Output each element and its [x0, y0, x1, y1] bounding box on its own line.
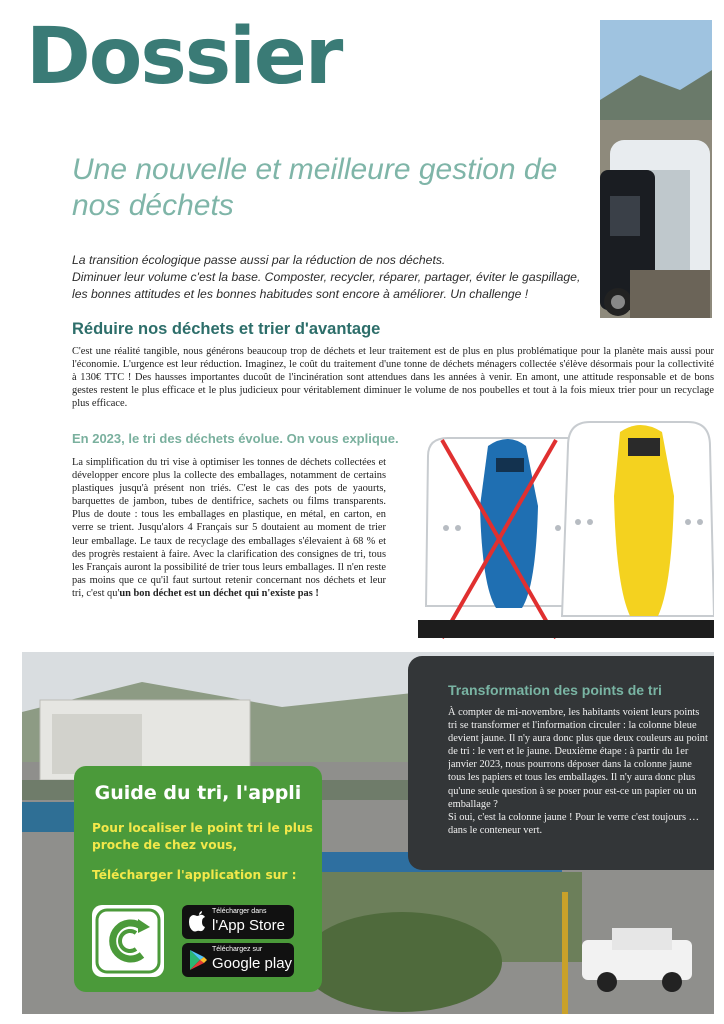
guide-title: Guide du tri, l'appli: [94, 782, 302, 804]
transformation-heading: Transformation des points de tri: [448, 682, 662, 698]
recycle-app-icon[interactable]: [92, 905, 164, 977]
app-store-label: l'App Store: [212, 917, 285, 934]
intro-line: Diminuer leur volume c'est la base. Composter, recycler, réparer, partager, éviter le gaspillage,: [72, 270, 581, 284]
guide-text: Pour localiser le point tri le plus proche de chez vous,: [92, 821, 313, 852]
app-store-small-text: Télécharger dans: [212, 908, 267, 915]
transformation-box: [408, 656, 714, 870]
apple-icon: [188, 911, 208, 933]
guide-cta: Télécharger l'application sur :: [92, 868, 297, 882]
intro-text: [72, 252, 592, 303]
photo-recycling-point: [600, 20, 712, 318]
intro-line: les bonnes attitudes et les bonnes habitudes sont encore à améliorer. Un challenge !: [72, 287, 529, 301]
body-text: La simplification du tri vise à optimiser les tonnes de déchets collectées et développer encore plus la collecte des emballages, notamment de certains plastiques jusqu'à présent non triés. C'est le cas des pots de yaourts, barquettes de jambon, tubes de dentifrice, sachets ou films transparents. Plus de doute : tous les emballages en plastique, en métal, en carton, en verre se trient. Jusqu'alors 4 Français sur 5 doutaient au moment de trier leur emballage. Le taux de recyclage des emballages s'élevaient à 68 % et des progrès restaient à faire. Avec la clarification des consignes de tri, tous les Français auront la possibilité de trier tous leurs emballages. Il n'en reste pas moins que ce qu'il faut surtout retenir concernant nos déchets et leur tri, c'est qu': [72, 457, 386, 599]
page-subtitle: Une nouvelle et meilleure gestion de nos déchets: [72, 153, 558, 222]
google-play-small-text: Téléchargez sur: [212, 946, 263, 953]
body-bold-end: un bon déchet est un déchet qui n'existe pas !: [119, 587, 319, 599]
app-store-button[interactable]: [182, 905, 294, 939]
guide-app-box: [74, 766, 322, 992]
section-body-reduce: C'est une réalité tangible, nous générons beaucoup trop de déchets et leur traitement est de plus en plus problématique pour la planète mais aussi pour l'économie. L'urgence est leur réduction. Imaginez, le coût du traitement d'une tonne de déchets ménagers collectée s'élève désormais pour la collectivité à 130€ TTC ! Des hausses importantes ducoût de l'incinération sont attendues dans les années à venir. En amont, une attitude responsable et de bons gestes restent le plus efficace et le plus judicieux pour véritablement diminuer le volume de nos poubelles et tout à la fois mieux trier pour un recyclage plus efficace.: [72, 346, 714, 409]
bins-illustration: [418, 416, 714, 642]
transformation-body: [448, 706, 710, 856]
google-play-icon: [188, 949, 208, 971]
section-heading-2023: En 2023, le tri des déchets évolue. On vous explique.: [72, 431, 399, 446]
transformation-paragraph: À compter de mi-novembre, les habitants voient leurs points tri se transformer et l'information circuler : la colonne bleue devient jaune. Il n'y aura donc plus que deux couleurs au point de tri : le vert et le jaune. Deuxième étape : à partir du 1er janvier 2023, nous pourrons déposer dans la colonne jaune tous les papiers et tous les emballages. Il n'y aura donc plus qu'une seule question à se poser pour est-ce un papier ou un emballage ?: [448, 707, 708, 810]
intro-line: La transition écologique passe aussi par la réduction de nos déchets.: [72, 253, 446, 267]
section-heading-reduce: Réduire nos déchets et trier d'avantage: [72, 320, 381, 338]
section-body-2023: [72, 456, 386, 600]
page-title: Dossier: [26, 12, 342, 102]
transformation-paragraph: Si oui, c'est la colonne jaune ! Pour le verre c'est toujours … dans le conteneur vert.: [448, 811, 700, 836]
google-play-label: Google play: [212, 955, 293, 972]
google-play-button[interactable]: [182, 943, 294, 977]
